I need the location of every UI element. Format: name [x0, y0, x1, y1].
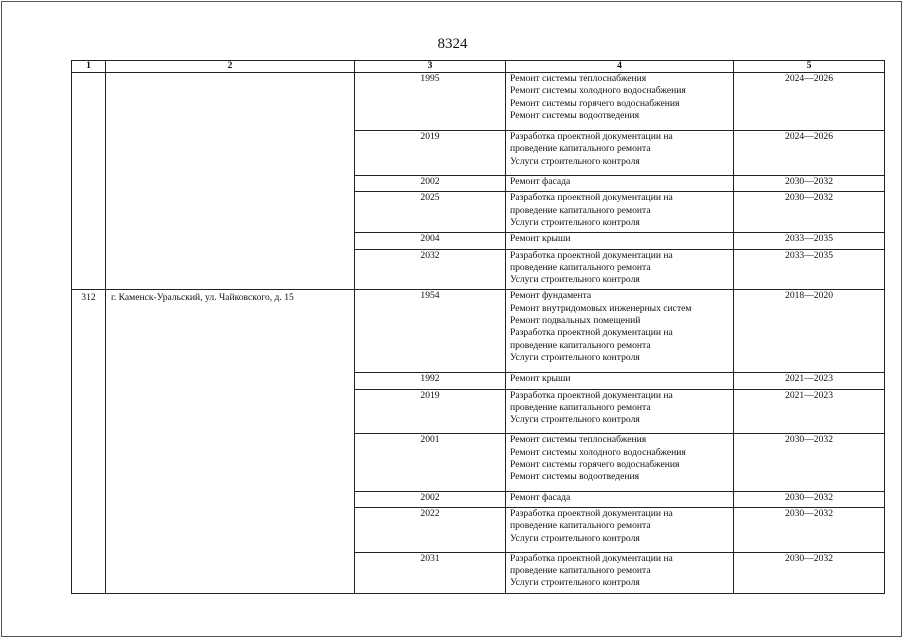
work-item: Услуги строительного контроля: [510, 274, 640, 286]
work-item: Услуги строительного контроля: [510, 532, 640, 544]
works-cell: [506, 491, 734, 507]
year-cell: 2025: [355, 192, 506, 233]
year-cell: 2031: [355, 552, 506, 593]
works-cell: [506, 73, 734, 131]
year-cell: 2019: [355, 131, 506, 176]
work-item: проведение капитального ремонта: [510, 143, 651, 155]
column-header: 2: [106, 61, 355, 73]
work-item: Ремонт системы холодного водоснабжения: [510, 446, 686, 458]
page-number: 8324: [437, 36, 468, 52]
row-number-cell: [72, 73, 106, 290]
works-cell: [506, 176, 734, 192]
work-item: Ремонт системы горячего водоснабжения: [510, 97, 680, 109]
work-item: Ремонт крыши: [510, 373, 571, 385]
works-cell: [506, 233, 734, 249]
work-item: Разработка проектной документации на: [510, 552, 673, 564]
address-cell: [106, 73, 355, 290]
work-item: проведение капитального ремонта: [510, 401, 651, 413]
work-item: Ремонт подвальных помещений: [510, 315, 641, 327]
works-cell: [506, 192, 734, 233]
work-item: Услуги строительного контроля: [510, 155, 640, 167]
work-item: Ремонт крыши: [510, 233, 571, 245]
work-item: Ремонт системы водоотведения: [510, 109, 640, 121]
work-item: Ремонт системы водоотведения: [510, 471, 640, 483]
column-header: 1: [72, 61, 106, 73]
period-cell: 2030—2032: [734, 176, 885, 192]
year-cell: 2002: [355, 491, 506, 507]
work-item: Ремонт системы теплоснабжения: [510, 434, 647, 446]
period-cell: 2033—2035: [734, 233, 885, 249]
header-row: [72, 61, 885, 73]
year-cell: 1992: [355, 373, 506, 389]
works-cell: [506, 373, 734, 389]
period-cell: 2030—2032: [734, 507, 885, 552]
work-item: проведение капитального ремонта: [510, 261, 651, 273]
work-item: Ремонт внутридомовых инженерных систем: [510, 302, 692, 314]
work-item: проведение капитального ремонта: [510, 339, 651, 351]
table-row: [72, 290, 885, 373]
year-cell: 2001: [355, 434, 506, 491]
works-cell: [506, 131, 734, 176]
work-item: Услуги строительного контроля: [510, 577, 640, 589]
column-header: 5: [734, 61, 885, 73]
year-cell: 2032: [355, 249, 506, 290]
year-cell: 2019: [355, 389, 506, 434]
work-item: Разработка проектной документации на: [510, 389, 673, 401]
work-item: Разработка проектной документации на: [510, 249, 673, 261]
works-cell: [506, 434, 734, 491]
work-item: Услуги строительного контроля: [510, 216, 640, 228]
work-item: Разработка проектной документации на: [510, 507, 673, 519]
row-number-cell: 312: [72, 290, 106, 593]
period-cell: 2021—2023: [734, 389, 885, 434]
period-cell: 2018—2020: [734, 290, 885, 373]
period-cell: 2030—2032: [734, 192, 885, 233]
work-item: Разработка проектной документации на: [510, 192, 673, 204]
work-item: Ремонт системы горячего водоснабжения: [510, 459, 680, 471]
works-cell: [506, 249, 734, 290]
work-item: проведение капитального ремонта: [510, 204, 651, 216]
year-cell: 1954: [355, 290, 506, 373]
column-header: 4: [506, 61, 734, 73]
works-cell: [506, 389, 734, 434]
work-item: Ремонт фундамента: [510, 290, 592, 302]
work-item: проведение капитального ремонта: [510, 565, 651, 577]
repair-schedule-table: [71, 60, 885, 594]
work-item: Услуги строительного контроля: [510, 351, 640, 363]
year-cell: 1995: [355, 73, 506, 131]
work-item: Ремонт системы теплоснабжения: [510, 73, 647, 84]
work-item: проведение капитального ремонта: [510, 520, 651, 532]
works-cell: [506, 552, 734, 593]
period-cell: 2030—2032: [734, 434, 885, 491]
work-item: Разработка проектной документации на: [510, 327, 673, 339]
year-cell: 2002: [355, 176, 506, 192]
work-item: Ремонт системы холодного водоснабжения: [510, 85, 686, 97]
table-row: [72, 73, 885, 131]
year-cell: 2022: [355, 507, 506, 552]
period-cell: 2024—2026: [734, 131, 885, 176]
table-body: [72, 73, 885, 594]
work-item: Услуги строительного контроля: [510, 414, 640, 426]
works-cell: [506, 290, 734, 373]
address-cell: г. Каменск-Уральский, ул. Чайковского, д. 15: [106, 290, 355, 593]
works-cell: [506, 507, 734, 552]
period-cell: 2033—2035: [734, 249, 885, 290]
work-item: Ремонт фасада: [510, 491, 571, 503]
period-cell: 2021—2023: [734, 373, 885, 389]
year-cell: 2004: [355, 233, 506, 249]
period-cell: 2024—2026: [734, 73, 885, 131]
work-item: Ремонт фасада: [510, 176, 571, 188]
period-cell: 2030—2032: [734, 491, 885, 507]
work-item: Разработка проектной документации на: [510, 131, 673, 143]
column-header: 3: [355, 61, 506, 73]
period-cell: 2030—2032: [734, 552, 885, 593]
